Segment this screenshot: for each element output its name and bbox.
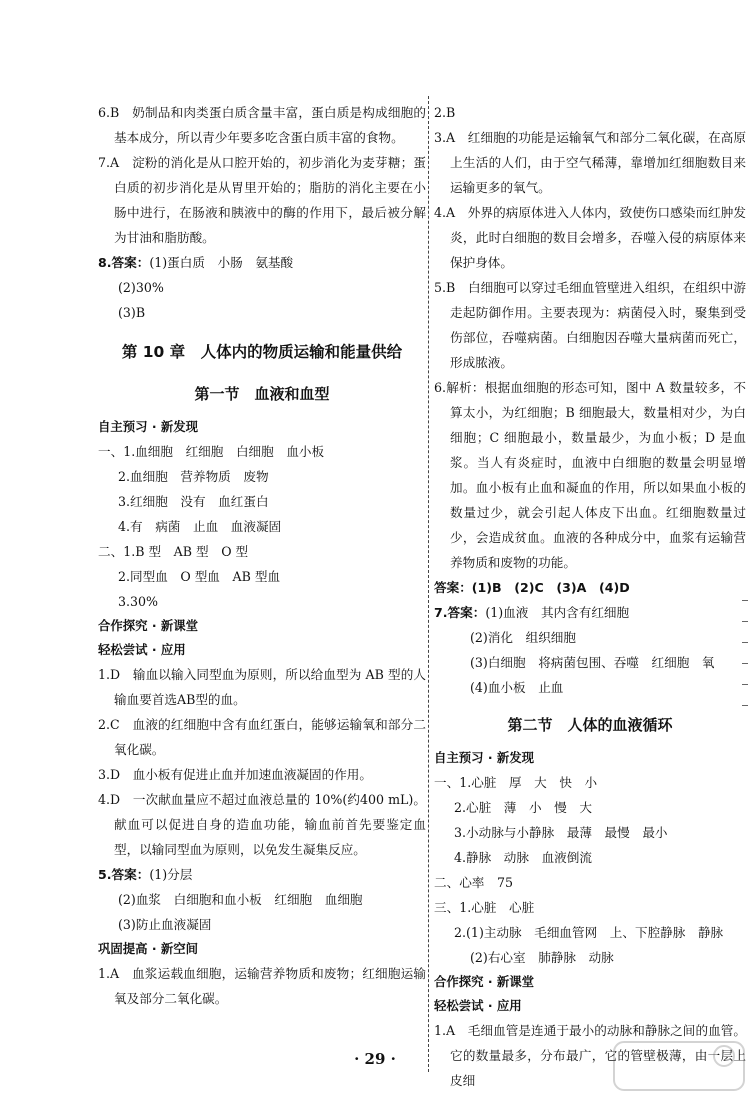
page-number: · 29 · — [354, 1050, 396, 1068]
preview-2-2: 2.同型血 O 型血 AB 型血 — [118, 569, 281, 584]
right-column — [434, 100, 746, 1093]
scan-edge-marks — [742, 600, 750, 1020]
section-title-1: 第一节 血液和血型 — [194, 385, 330, 403]
circ-3-1: 三、1.心脏 心脏 — [434, 900, 535, 915]
explore-heading-2: 合作探究 · 新课堂 — [434, 974, 535, 989]
circ-3-3: (2)右心室 肺静脉 动脉 — [470, 950, 614, 965]
answer-r4: 4.A 外界的病原体进入人体内，致使伤口感染而红肿发炎，此时白细胞的数目会增多，吞噬入侵的病原体来保护身体。 — [434, 205, 746, 270]
circ-1-3: 3.小动脉与小静脉 最薄 最慢 最小 — [454, 825, 668, 840]
explore-heading: 合作探究 · 新课堂 — [98, 618, 199, 633]
preview-heading-2: 自主预习 · 新发现 — [434, 750, 535, 765]
answer-8 — [98, 250, 426, 275]
consolidate-heading: 巩固提高 · 新空间 — [98, 941, 199, 956]
answer-r7-part-3: (3)白细胞 将病菌包围、吞噬 红细胞 氧 — [470, 655, 715, 670]
answer-label: 7.答案： — [434, 605, 486, 620]
watermark-logo — [612, 1038, 746, 1094]
circ-1-1: 一、1.心脏 厚 大 快 小 — [434, 775, 598, 790]
column-divider — [428, 96, 429, 1072]
answer-8-part-2: (2)30% — [118, 280, 164, 295]
circ-1-4: 4.静脉 动脉 血液倒流 — [454, 850, 592, 865]
answer-r6-result: 答案：(1)B (2)C (3)A (4)D — [434, 580, 630, 595]
answer-8-part-3: (3)B — [118, 305, 146, 320]
preview-2-3: 3.30% — [118, 594, 159, 609]
preview-1-1: 一、1.血细胞 红细胞 白细胞 血小板 — [98, 444, 325, 459]
answer-r7-part-4: (4)血小板 止血 — [470, 680, 564, 695]
try-3: 3.D 血小板有促进止血并加速血液凝固的作用。 — [98, 767, 372, 782]
section-title-2: 第二节 人体的血液循环 — [507, 716, 673, 734]
try-5-part-3: (3)防止血液凝固 — [118, 917, 212, 932]
answer-r7 — [434, 600, 746, 625]
try-1: 1.D 输血以输入同型血为原则，所以给血型为 AB 型的人输血要首选AB型的血。 — [98, 667, 426, 707]
try-5 — [98, 862, 426, 887]
answer-r7-part-2: (2)消化 组织细胞 — [470, 630, 576, 645]
answer-r5: 5.B 白细胞可以穿过毛细血管壁进入组织，在组织中游走起防御作用。主要表现为：病菌侵入时，聚集到受伤部位，吞噬病菌。白细胞因吞噬大量病菌而死亡，形成脓液。 — [434, 280, 746, 370]
answer-r6: 6.解析：根据血细胞的形态可知，图中 A 数量较多，不算太小，为红细胞；B 细胞最大，数量相对少，为白细胞；C 细胞最小，数量最少，为血小板；D 是血浆。当人有炎症时，血液中白细胞的数量会明显增加。血小板有止血和凝血的作用，所以如果血小板的数量过少，就会引起人体皮下出血。红细胞数量过少，会造成贫血。血液的各种成分中，血浆有运输营养物质和废物的功能。 — [434, 380, 746, 570]
try-heading-2: 轻松尝试 · 应用 — [434, 998, 522, 1013]
consolidate-1: 1.A 血浆运载血细胞，运输营养物质和废物；红细胞运输氧及部分二氧化碳。 — [98, 966, 426, 1006]
chapter-title: 第 10 章 人体内的物质运输和能量供给 — [121, 343, 403, 361]
answer-label: 8.答案： — [98, 255, 150, 270]
answer-label: 5.答案： — [98, 867, 150, 882]
circ-1-2: 2.心脏 薄 小 慢 大 — [454, 800, 592, 815]
preview-1-3: 3.红细胞 没有 血红蛋白 — [118, 494, 269, 509]
preview-1-2: 2.血细胞 营养物质 废物 — [118, 469, 269, 484]
circ-2: 二、心率 75 — [434, 875, 513, 890]
try-5-part-2: (2)血浆 白细胞和血小板 红细胞 血细胞 — [118, 892, 363, 907]
answer-6: 6.B 奶制品和肉类蛋白质含量丰富，蛋白质是构成细胞的基本成分，所以青少年要多吃含蛋白质丰富的食物。 — [98, 105, 426, 145]
answer-r7-part-1: (1)血液 其内含有红细胞 — [485, 605, 630, 620]
try-heading: 轻松尝试 · 应用 — [98, 642, 186, 657]
try-5-part-1: (1)分层 — [149, 867, 193, 882]
try-2: 2.C 血液的红细胞中含有血红蛋白，能够运输氧和部分二氧化碳。 — [98, 717, 426, 757]
answer-r2: 2.B — [434, 105, 456, 120]
answer-r3: 3.A 红细胞的功能是运输氧气和部分二氧化碳，在高原上生活的人们，由于空气稀薄，靠增加红细胞数目来运输更多的氧气。 — [434, 130, 746, 195]
circ-3-2: 2.(1)主动脉 毛细血管网 上、下腔静脉 静脉 — [454, 925, 724, 940]
answer-8-part-1: (1)蛋白质 小肠 氨基酸 — [149, 255, 294, 270]
preview-1-4: 4.有 病菌 止血 血液凝固 — [118, 519, 282, 534]
preview-2-1: 二、1.B 型 AB 型 O 型 — [98, 544, 249, 559]
preview-heading: 自主预习 · 新发现 — [98, 419, 199, 434]
try-4: 4.D 一次献血量应不超过血液总量的 10%(约400 mL)。献血可以促进自身的造血功能，输血前首先要鉴定血型，以输同型血为原则，以免发生凝集反应。 — [98, 792, 426, 857]
left-column — [98, 100, 426, 1011]
answer-7: 7.A 淀粉的消化是从口腔开始的，初步消化为麦芽糖；蛋白质的初步消化是从胃里开始的；脂肪的消化主要在小肠中进行，在肠液和胰液中的酶的作用下，最后被分解为甘油和脂肪酸。 — [98, 155, 426, 245]
circ-try-1: 1.A 毛细血管是连通于最小的动脉和静脉之间的血管。它的数量最多，分布最广，它的管壁极薄，由一层上皮细 — [434, 1023, 746, 1088]
